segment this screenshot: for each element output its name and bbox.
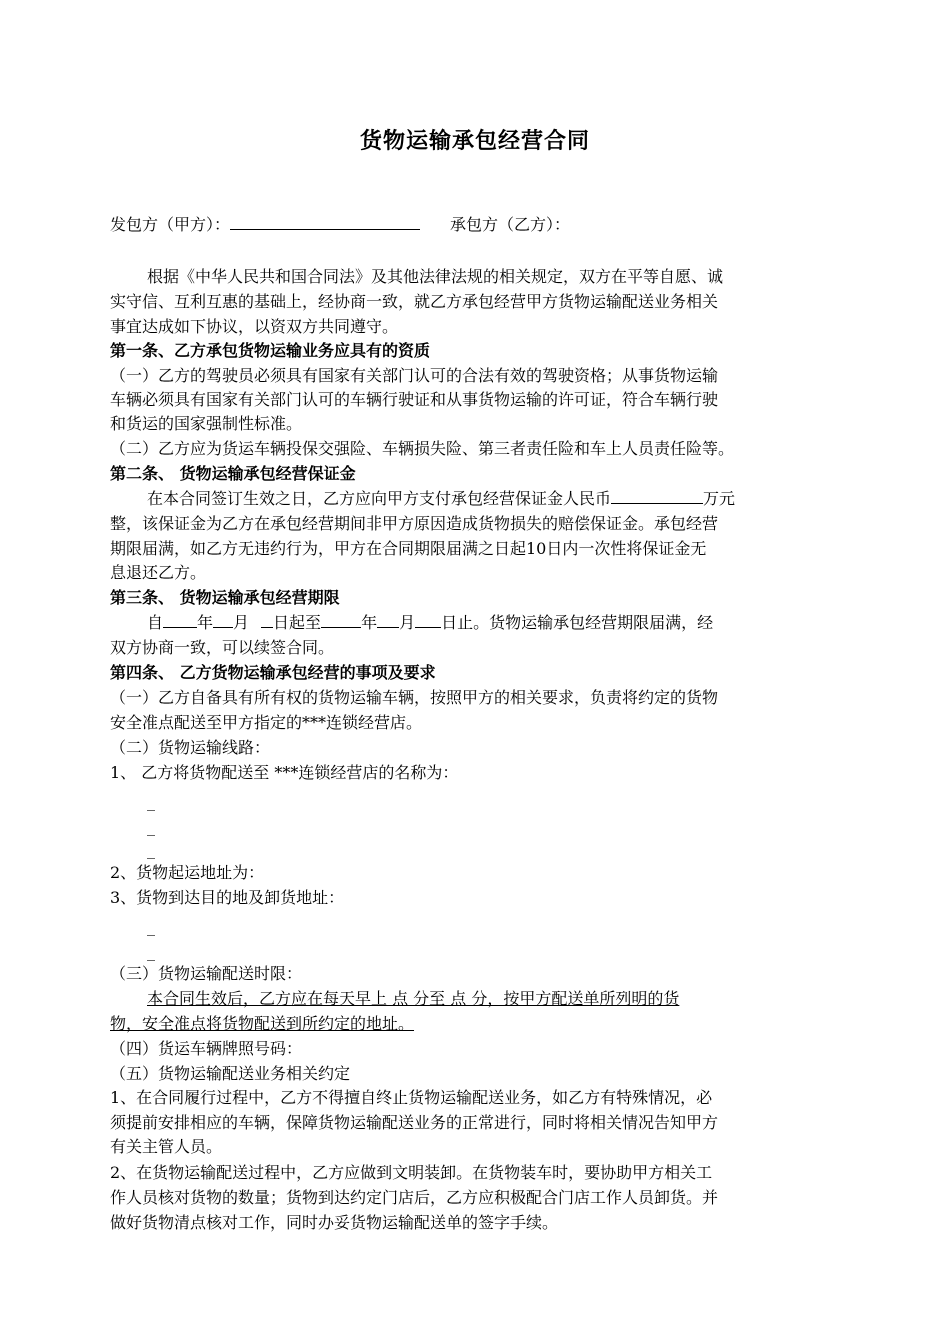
rule-2-line-1: 2、在货物运输配送过程中，乙方应做到文明装卸。在货物装车时，要协助甲方相关工 (110, 1163, 713, 1182)
deposit-amount-blank[interactable] (611, 487, 703, 504)
route-item-3: 3、货物到达目的地及卸货地址： (110, 888, 345, 907)
art1-p1-line-3: 和货运的国家强制性标准。 (110, 414, 303, 433)
rule-2-line-2: 作人员核对货物的数量；货物到达约定门店后，乙方应积极配合门店工作人员卸货。并 (110, 1188, 719, 1207)
art4-p2: （二）货物运输线路： (110, 738, 271, 757)
term-to: 日起至 (273, 613, 322, 632)
term-end: 日止。货物运输承包经营期限届满，经 (441, 613, 714, 632)
page-title: 货物运输承包经营合同 (359, 128, 590, 154)
parties-line (110, 213, 570, 237)
article-1-heading: 第一条、乙方承包货物运输业务应具有的资质 (110, 341, 431, 360)
art4-p1-line-2: 安全准点配送至甲方指定的***连锁经营店。 (110, 713, 423, 732)
term-year: 年 (197, 613, 214, 632)
unload-address-dash-2: _ (147, 942, 155, 961)
term-from: 自 (147, 613, 164, 632)
rule-2-line-3: 做好货物清点核对工作，同时办妥货物运输配送单的签字手续。 (110, 1213, 559, 1232)
intro-line-2: 实守信、互利互惠的基础上，经协商一致，就乙方承包经营甲方货物运输配送业务相关 (110, 292, 719, 311)
art2-line-1-unit: 万元 (703, 489, 736, 508)
unload-address-dash-1: _ (147, 917, 155, 936)
store-name-dash-1: _ (147, 792, 155, 811)
art3-line-2: 双方协商一致，可以续签合同。 (110, 638, 335, 657)
end-day-blank[interactable] (415, 611, 441, 628)
article-4-heading: 第四条、 乙方货物运输承包经营的事项及要求 (110, 663, 436, 682)
start-day-blank[interactable] (261, 611, 273, 628)
time-limit-line-1: 本合同生效后，乙方应在每天早上 点 分至 点 分，按甲方配送单所列明的货 (147, 989, 680, 1008)
article-2-heading: 第二条、 货物运输承包经营保证金 (110, 464, 356, 483)
rule-1-line-1: 1、在合同履行过程中，乙方不得擅自终止货物运输配送业务，如乙方有特殊情况，必 (110, 1088, 713, 1107)
art2-line-2: 整，该保证金为乙方在承包经营期间非甲方原因造成货物损失的赔偿保证金。承包经营 (110, 514, 719, 533)
route-item-1: 1、 乙方将货物配送至 ***连锁经营店的名称为： (110, 763, 459, 782)
start-month-blank[interactable] (213, 611, 233, 628)
intro-line-1: 根据《中华人民共和国合同法》及其他法律法规的相关规定，双方在平等自愿、诚 (147, 267, 724, 286)
art4-p5: （五）货物运输配送业务相关约定 (110, 1064, 351, 1083)
end-month-blank[interactable] (377, 611, 399, 628)
term-year-2: 年 (361, 613, 378, 632)
rule-1-line-3: 有关主管人员。 (110, 1137, 223, 1156)
art1-p1-line-1: （一）乙方的驾驶员必须具有国家有关部门认可的合法有效的驾驶资格；从事货物运输 (110, 366, 719, 385)
art2-line-1-text: 在本合同签订生效之日，乙方应向甲方支付承包经营保证金人民币 (147, 489, 612, 508)
store-name-dash-3: _ (147, 840, 155, 859)
rule-1-line-2: 须提前安排相应的车辆，保障货物运输配送业务的正常进行，同时将相关情况告知甲方 (110, 1113, 719, 1132)
party-a-blank[interactable] (230, 213, 420, 230)
time-limit-line-2: 物，安全准点将货物配送到所约定的地址。 (110, 1014, 415, 1033)
term-line (147, 611, 713, 635)
art4-p4: （四）货运车辆牌照号码： (110, 1039, 303, 1058)
art4-p3: （三）货物运输配送时限： (110, 964, 303, 983)
art2-line-3: 期限届满，如乙方无违约行为，甲方在合同期限届满之日起10日内一次性将保证金无 (110, 539, 707, 558)
party-a-label: 发包方（甲方）： (110, 215, 231, 234)
start-year-blank[interactable] (163, 611, 197, 628)
art4-p1-line-1: （一）乙方自备具有所有权的货物运输车辆，按照甲方的相关要求，负责将约定的货物 (110, 688, 719, 707)
store-name-dash-2: _ (147, 817, 155, 836)
article-3-heading: 第三条、 货物运输承包经营期限 (110, 588, 340, 607)
art1-p1-line-2: 车辆必须具有国家有关部门认可的车辆行驶证和从事货物运输的许可证，符合车辆行驶 (110, 390, 719, 409)
party-b-label: 承包方（乙方）： (450, 215, 571, 234)
art2-line-4: 息退还乙方。 (110, 563, 207, 582)
art1-p2: （二）乙方应为货运车辆投保交强险、车辆损失险、第三者责任险和车上人员责任险等。 (110, 439, 735, 458)
art2-line-1 (147, 487, 735, 511)
term-month: 月 (233, 613, 250, 632)
route-item-2: 2、货物起运地址为： (110, 863, 265, 882)
term-month-2: 月 (399, 613, 416, 632)
intro-line-3: 事宜达成如下协议，以资双方共同遵守。 (110, 317, 399, 336)
end-year-blank[interactable] (321, 611, 361, 628)
